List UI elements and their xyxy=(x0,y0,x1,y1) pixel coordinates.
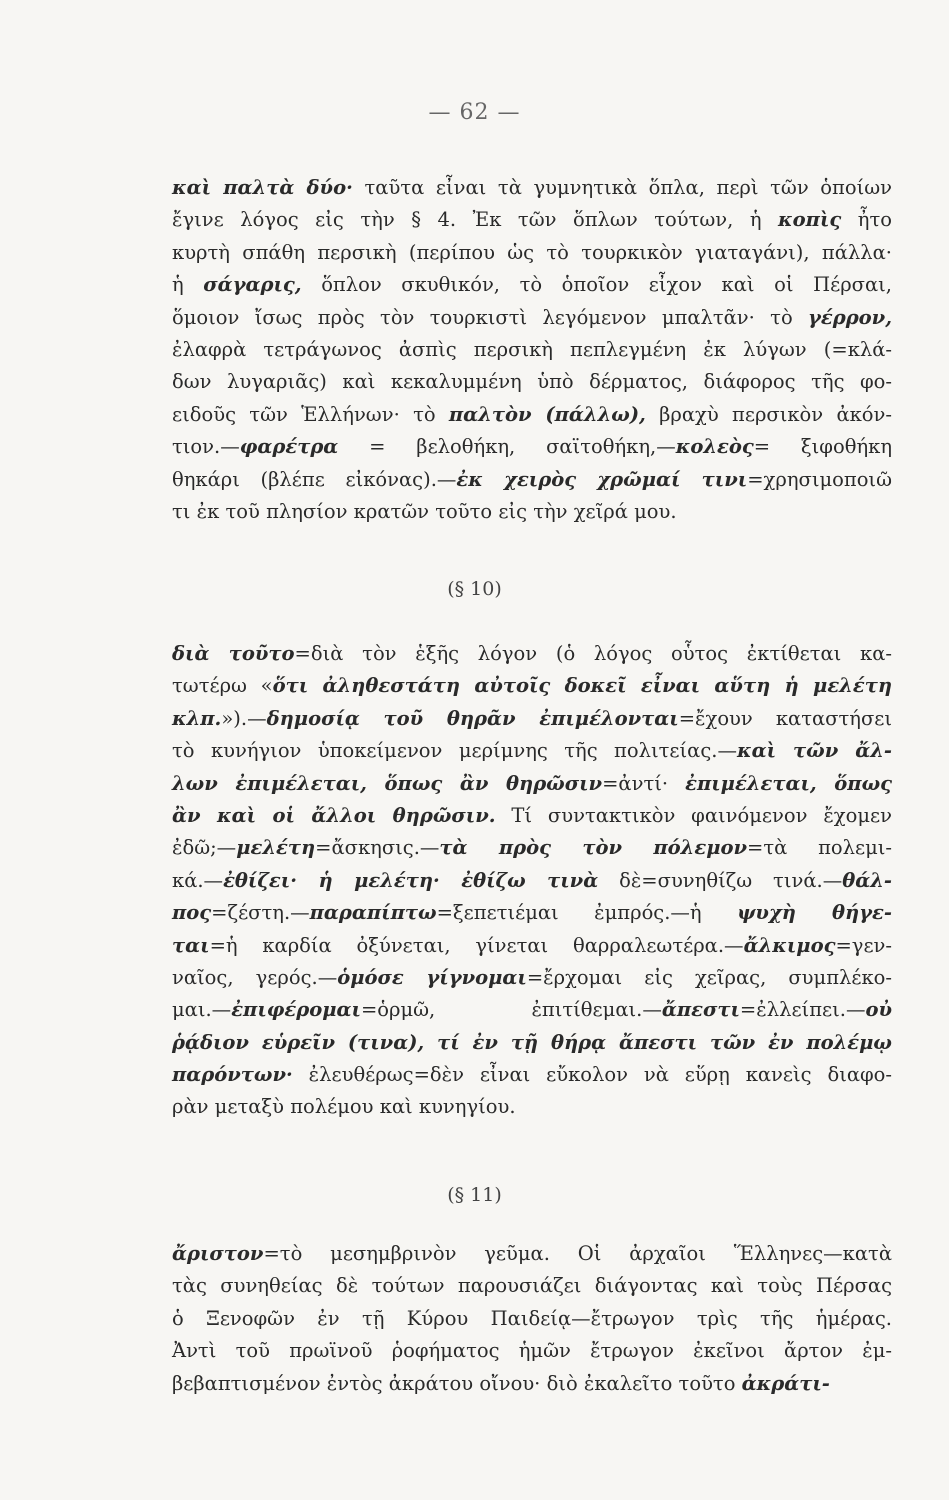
text-run: ἔγινε λόγος εἰς τὴν § 4. Ἐκ τῶν ὅπλων τούτων, ἡ xyxy=(172,208,779,232)
text-run: ταῦτα εἶναι τὰ γυμνητικὰ ὅπλα, περὶ τῶν ὁποίων xyxy=(352,176,892,199)
text-line xyxy=(172,1270,892,1302)
section-heading-10: (§ 10) xyxy=(447,578,502,600)
text-run: Ἀντὶ τοῦ πρωϊνοῦ ῥοφήματος ἡμῶν ἔτρωγον ἐκεῖνοι ἄρτον ἐμ- xyxy=(172,1339,892,1363)
text-line xyxy=(172,1368,892,1400)
glossed-term: κοπὶς xyxy=(778,208,842,232)
text-run: ἐλευθέρως=δὲν εἶναι εὔκολον νὰ εὕρῃ κανεὶς διαφο- xyxy=(292,1063,892,1087)
glossed-term: γέρρον, xyxy=(808,305,892,329)
text-run: θηκάρι (βλέπε εἰκόνας).— xyxy=(172,467,457,491)
glossed-term: κλπ. xyxy=(172,706,222,730)
text-line xyxy=(172,399,892,431)
text-run: βεβαπτισμένον ἐντὸς ἀκράτου οἴνου· διὸ ἐκαλεῖτο τοῦτο xyxy=(172,1371,742,1395)
glossed-term: καὶ παλτὰ δύο· xyxy=(172,176,353,199)
text-line xyxy=(172,237,892,269)
glossed-term: ψυχὴ θήγε- xyxy=(737,901,892,925)
text-run: ἐλαφρὰ τετράγωνος ἀσπὶς περσικὴ πεπλεγμένη ἐκ λύγων (=κλά- xyxy=(172,337,892,361)
paragraph-notes-section-10 xyxy=(172,638,892,1124)
text-line xyxy=(172,204,892,236)
text-line xyxy=(172,496,892,528)
text-run: =ἐλλείπει.— xyxy=(739,998,866,1022)
text-run: »).— xyxy=(221,706,267,730)
text-line xyxy=(172,832,892,864)
text-line xyxy=(172,1059,892,1091)
text-line xyxy=(172,1303,892,1335)
text-line xyxy=(172,1238,892,1270)
glossed-term: ἄπεστι xyxy=(661,998,740,1022)
text-run: τιον.— xyxy=(172,435,240,459)
glossed-term: ἀκράτι- xyxy=(741,1371,830,1395)
text-run: =ζέστη.— xyxy=(211,901,310,925)
text-run: τὰς συνηθείας δὲ τούτων παρουσιάζει διάγοντας καὶ τοὺς Πέρσας xyxy=(172,1274,892,1298)
text-run: =ἡ καρδία ὀξύνεται, γίνεται θαρραλεωτέρα.— xyxy=(209,933,744,957)
text-line xyxy=(172,735,892,767)
glossed-term: ῥᾴδιον εὑρεῖν (τινα), τί ἐν τῇ θήρᾳ ἄπεστι τῶν ἐν πολέμῳ xyxy=(172,1030,892,1054)
text-run: =διὰ τὸν ἑξῆς λόγον (ὁ λόγος οὗτος ἐκτίθεται κα- xyxy=(294,642,892,665)
text-run: τωτέρω « xyxy=(172,674,273,698)
text-run: =ἔχουν καταστήσει xyxy=(678,706,892,730)
text-run: =γεν- xyxy=(835,933,892,957)
text-run: ναῖος, γερός.— xyxy=(172,965,338,989)
text-run: =χρησιμοποιῶ xyxy=(747,467,892,491)
text-line xyxy=(172,1027,892,1059)
paragraph-notes-section-9 xyxy=(172,172,892,528)
text-run: Τί συντακτικὸν φαινόμενον ἔχομεν xyxy=(495,803,892,827)
text-line xyxy=(172,302,892,334)
text-line xyxy=(172,670,892,702)
glossed-term: ἐπιμέλεται, ὅπως xyxy=(685,771,893,795)
glossed-term: καὶ τῶν ἄλ- xyxy=(736,739,893,763)
text-run: τι ἐκ τοῦ πλησίον κρατῶν τοῦτο εἰς τὴν χεῖρά μου. xyxy=(172,499,677,523)
text-run: =ξεπετιέμαι ἐμπρός.—ἡ xyxy=(436,901,738,925)
glossed-term: δημοσίᾳ τοῦ θηρᾶν ἐπιμέλονται xyxy=(266,706,679,730)
text-line xyxy=(172,334,892,366)
text-run: ὅπλον σκυθικόν, τὸ ὁποῖον εἶχον καὶ οἱ Πέρσαι, xyxy=(301,273,892,297)
text-run: ρὰν μεταξὺ πολέμου καὶ κυνηγίου. xyxy=(172,1095,516,1119)
paragraph-notes-section-11 xyxy=(172,1238,892,1400)
glossed-term: ἂν καὶ οἱ ἄλλοι θηρῶσιν. xyxy=(172,803,496,827)
text-line xyxy=(172,962,892,994)
glossed-term: πος xyxy=(172,901,212,925)
text-run: κυρτὴ σπάθη περσικὴ (περίπου ὡς τὸ τουρκικὸν γιαταγάνι), πάλλα· xyxy=(172,240,892,264)
glossed-term: παραπίπτω xyxy=(309,901,437,925)
text-run: ἡ xyxy=(172,273,204,297)
text-line xyxy=(172,994,892,1026)
glossed-term: ἐθίζει· ἡ μελέτη· ἐθίζω τινὰ xyxy=(223,868,599,892)
text-line xyxy=(172,930,892,962)
glossed-term: ὅτι ἀληθεστάτη αὐτοῖς δοκεῖ εἶναι αὕτη ἡ μελέτη xyxy=(272,674,893,698)
text-line xyxy=(172,800,892,832)
text-run: ὁ Ξενοφῶν ἐν τῇ Κύρου Παιδείᾳ—ἔτρωγον τρὶς τῆς ἡμέρας. xyxy=(172,1306,892,1330)
text-line xyxy=(172,366,892,398)
text-run: ειδοῦς τῶν Ἑλλήνων· τὸ xyxy=(172,402,449,426)
glossed-term: σάγαρις, xyxy=(203,273,302,297)
glossed-term: μελέτη xyxy=(236,836,316,860)
text-line xyxy=(172,431,892,463)
glossed-term: κολεὸς xyxy=(675,435,754,459)
text-line xyxy=(172,464,892,496)
text-run: ὅμοιον ἴσως πρὸς τὸν τουρκιστὶ λεγόμενον μπαλτᾶν· τὸ xyxy=(172,305,808,329)
text-line xyxy=(172,1335,892,1367)
text-line xyxy=(172,768,892,800)
glossed-term: λων ἐπιμέλεται, ὅπως ἂν θηρῶσιν xyxy=(172,771,603,795)
text-run: ἦτο xyxy=(841,208,892,232)
text-line xyxy=(172,172,892,204)
text-run: = ξιφοθήκη xyxy=(753,435,892,459)
text-run: δὲ=συνηθίζω τινά.— xyxy=(598,868,843,892)
glossed-term: ἐκ χειρὸς χρῶμαί τινι xyxy=(456,467,748,491)
text-line xyxy=(172,703,892,735)
text-line xyxy=(172,865,892,897)
text-run: =τὰ πολεμι- xyxy=(747,836,893,860)
text-run: =ἔρχομαι εἰς χεῖρας, συμπλέκο- xyxy=(526,965,892,989)
text-line xyxy=(172,1091,892,1123)
text-line xyxy=(172,897,892,929)
text-run: =ἀντί· xyxy=(602,771,686,795)
text-line xyxy=(172,269,892,301)
text-run: βραχὺ περσικὸν ἀκόν- xyxy=(645,402,892,426)
text-run: =ὁρμῶ, ἐπιτίθεμαι.— xyxy=(360,998,662,1022)
text-run: = βελοθήκη, σαϊτοθήκη,— xyxy=(338,435,676,459)
text-run: =τὸ μεσημβρινὸν γεῦμα. Οἱ ἀρχαῖοι Ἕλληνες—κατὰ xyxy=(263,1242,892,1265)
glossed-term: διὰ τοῦτο xyxy=(172,642,295,665)
glossed-term: ἄριστον xyxy=(172,1242,264,1265)
glossed-term: ται xyxy=(172,933,210,957)
text-run: κά.— xyxy=(172,868,224,892)
glossed-term: οὐ xyxy=(865,998,892,1022)
text-run: δων λυγαριᾶς) καὶ κεκαλυμμένη ὑπὸ δέρματος, διάφορος τῆς φο- xyxy=(172,370,892,394)
glossed-term: θάλ- xyxy=(842,868,892,892)
text-run: μαι.— xyxy=(172,998,232,1022)
section-heading-11: (§ 11) xyxy=(447,1184,502,1206)
glossed-term: τὰ πρὸς τὸν πόλεμον xyxy=(439,836,748,860)
glossed-term: ἄλκιμος xyxy=(743,933,836,957)
glossed-term: ἐπιφέρομαι xyxy=(231,998,361,1022)
text-run: =ἄσκησις.— xyxy=(315,836,440,860)
glossed-term: ὁμόσε γίγνομαι xyxy=(337,965,527,989)
text-run: ἐδῶ;— xyxy=(172,836,237,860)
text-run: τὸ κυνήγιον ὑποκείμενον μερίμνης τῆς πολιτείας.— xyxy=(172,739,737,763)
glossed-term: φαρέτρα xyxy=(239,435,339,459)
glossed-term: παρόντων· xyxy=(172,1063,293,1087)
text-line xyxy=(172,638,892,670)
page-number: — 62 — xyxy=(428,100,521,125)
glossed-term: παλτὸν (πάλλω), xyxy=(448,402,646,426)
